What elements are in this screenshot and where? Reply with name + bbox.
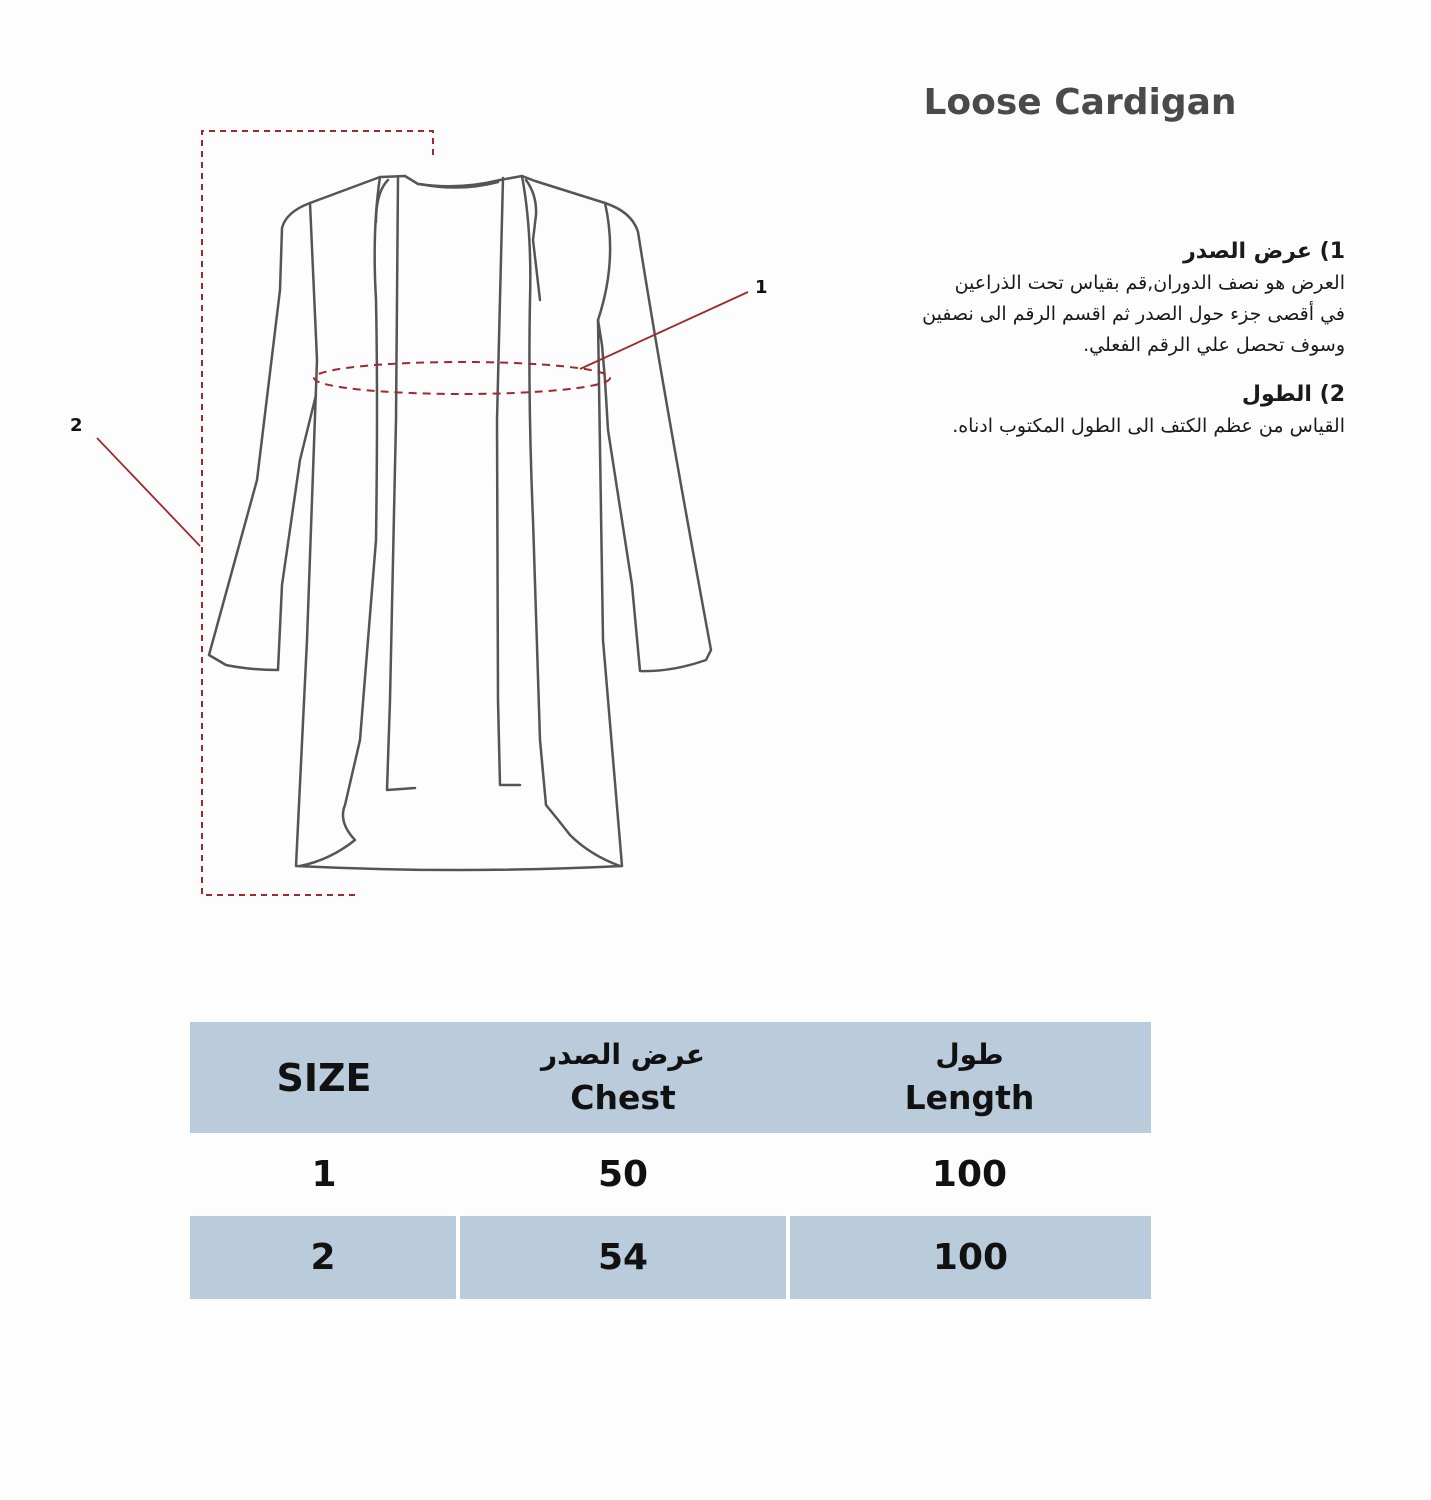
- note-length-line-1: القياس من عظم الكتف الى الطول المكتوب ادناه.: [952, 415, 1345, 437]
- row-1-length: 100: [931, 1154, 1008, 1195]
- header-length-en: Length: [904, 1077, 1035, 1117]
- table-row: [190, 1216, 1151, 1299]
- size-chart-table: [190, 1022, 1151, 1299]
- table-row: [190, 1133, 1151, 1216]
- table-header-row: [190, 1022, 1151, 1133]
- header-size: [190, 1022, 458, 1133]
- measurement-notes: [830, 236, 1345, 442]
- header-chest-ar: عرض الصدر: [541, 1037, 705, 1071]
- header-length: [788, 1022, 1151, 1133]
- row-2-chest: 54: [458, 1216, 788, 1299]
- note-chest-line-2: في أقصى جزء حول الصدر ثم اقسم الرقم الى نصفين: [922, 303, 1345, 325]
- note-chest-line-3: وسوف تحصل علي الرقم الفعلي.: [1083, 334, 1345, 356]
- header-length-ar: طول: [935, 1037, 1004, 1071]
- row-1-chest: 50: [597, 1154, 649, 1195]
- header-size-label: SIZE: [276, 1055, 372, 1100]
- row-2-length: 100: [788, 1216, 1151, 1299]
- note-length-heading: 2) الطول: [1241, 382, 1345, 407]
- row-1-size: 1: [311, 1154, 337, 1195]
- header-chest-en: Chest: [570, 1077, 676, 1117]
- note-chest-heading: 1) عرض الصدر: [1183, 239, 1345, 264]
- callout-length-label: 2: [70, 415, 83, 436]
- cardigan-outline: [209, 176, 711, 870]
- row-2-size: 2: [190, 1216, 458, 1299]
- callout-chest-label: 1: [755, 277, 768, 298]
- length-measure-line: [97, 131, 433, 895]
- product-title: Loose Cardigan: [923, 82, 1237, 123]
- note-chest-line-1: العرض هو نصف الدوران,قم بقياس تحت الذراعين: [954, 272, 1345, 294]
- header-chest: [458, 1022, 788, 1133]
